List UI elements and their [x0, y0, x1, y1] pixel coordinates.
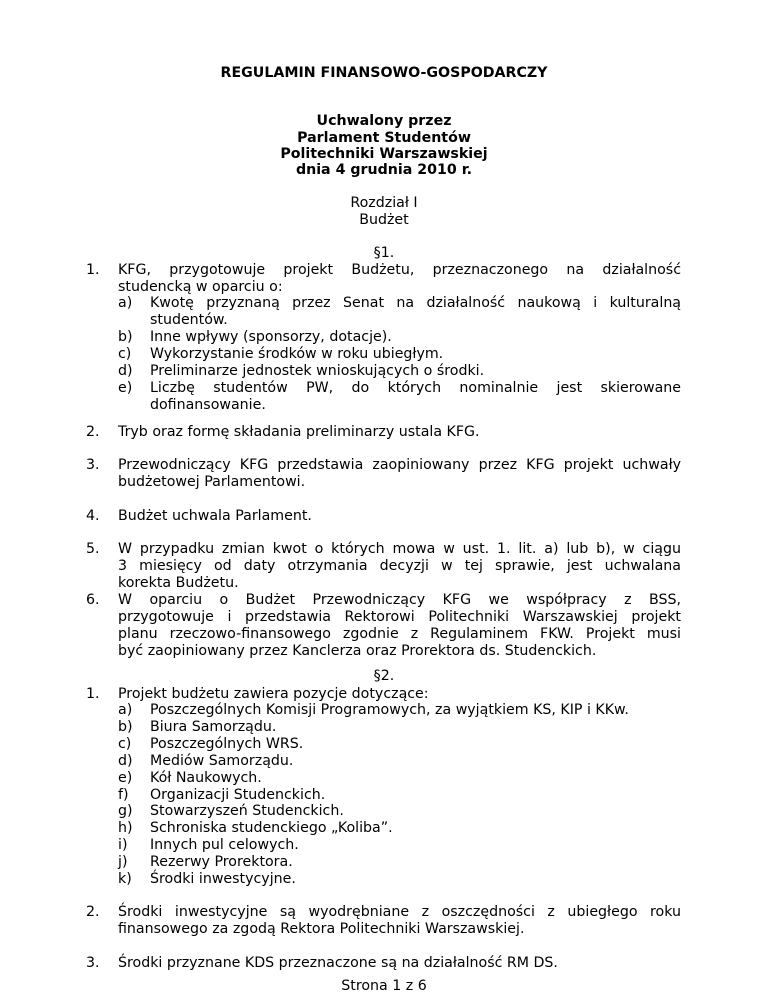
list-label: a)	[118, 295, 133, 311]
list-text: Innych pul celowych.	[150, 837, 299, 853]
s2-p3-number: 3.	[86, 955, 100, 971]
s1-p5-line-3: korekta Budżetu.	[118, 575, 239, 591]
list-label: c)	[118, 346, 132, 362]
s1-p1-line-1: KFG, przygotowuje projekt Budżetu, przeznaczonego na działalność	[118, 262, 681, 278]
s2-p2-line-1: Środki inwestycyjne są wyodrębniane z oszczędności z ubiegłego roku	[118, 904, 681, 920]
list-label: d)	[118, 363, 133, 379]
s1-p1-line-2: studencką w oparciu o:	[118, 279, 283, 295]
adopted-line-2: Parlament Studentów	[297, 130, 471, 146]
s2-p2-number: 2.	[86, 904, 100, 920]
section-1-heading: §1.	[373, 245, 395, 261]
s1-p6-line-4: być zaopiniowany przez Kanclerza oraz Prorektora ds. Studenckich.	[118, 643, 597, 659]
list-label: b)	[118, 329, 133, 345]
list-label: b)	[118, 719, 133, 735]
s1-p1-number: 1.	[86, 262, 100, 278]
list-text: Organizacji Studenckich.	[150, 787, 326, 803]
s1-p6-line-2: przygotowuje i przedstawia Rektorowi Politechniki Warszawskiej projekt	[118, 609, 681, 625]
list-label: e)	[118, 380, 133, 396]
s1-p6-line-3: planu rzeczowo-finansowego zgodnie z Regulaminem FKW. Projekt musi	[118, 626, 681, 642]
chapter-title: Budżet	[359, 212, 409, 228]
s1-p5-line-2: 3 miesięcy od daty otrzymania decyzji w tej sprawie, jest uchwalana	[118, 558, 681, 574]
s1-p6-text	[118, 592, 681, 660]
list-label: a)	[118, 702, 133, 718]
list-text: Poszczególnych WRS.	[150, 736, 304, 752]
adopted-line-4: dnia 4 grudnia 2010 r.	[295, 162, 473, 178]
list-text: Liczbę studentów PW, do których nominalnie jest skierowane	[150, 380, 681, 396]
list-label: e)	[118, 770, 133, 786]
list-label: f)	[118, 787, 129, 803]
list-text-cont: dofinansowanie.	[150, 397, 266, 413]
adopted-line-1: Uchwalony przez	[316, 113, 452, 129]
list-label: i)	[118, 837, 128, 853]
list-text: Inne wpływy (sponsorzy, dotacje).	[150, 329, 392, 345]
list-label: c)	[118, 736, 132, 752]
s1-p3-number: 3.	[86, 457, 100, 473]
s1-p3-line-1: Przewodniczący KFG przedstawia zaopiniowany przez KFG projekt uchwały	[118, 457, 681, 473]
list-text: Biura Samorządu.	[150, 719, 277, 735]
list-item	[118, 295, 681, 329]
list-text: Wykorzystanie środków w roku ubiegłym.	[150, 346, 444, 362]
list-item	[118, 380, 681, 414]
list-label: g)	[118, 803, 133, 819]
list-text: Kwotę przyznaną przez Senat na działalność naukową i kulturalną	[150, 295, 681, 311]
s1-p2-number: 2.	[86, 424, 100, 440]
s1-p5-text	[118, 541, 681, 592]
list-label: k)	[118, 871, 132, 887]
list-text: Środki inwestycyjne.	[150, 871, 296, 887]
list-text-cont: studentów.	[150, 312, 228, 328]
s1-p4-number: 4.	[86, 508, 100, 524]
s1-p1-text	[118, 262, 681, 296]
s1-p6-number: 6.	[86, 592, 100, 608]
section-2-heading: §2.	[373, 668, 395, 684]
s2-p1-text: Projekt budżetu zawiera pozycje dotyczące:	[118, 686, 429, 702]
s1-p6-line-1: W oparciu o Budżet Przewodniczący KFG we współpracy z BSS,	[118, 592, 681, 608]
page-number: Strona 1 z 6	[341, 978, 427, 994]
s1-p5-line-1: W przypadku zmian kwot o których mowa w ust. 1. lit. a) lub b), w ciągu	[118, 541, 681, 557]
s2-p2-line-2: finansowego za zgodą Rektora Politechniki Warszawskiej.	[118, 921, 525, 937]
list-label: h)	[118, 820, 133, 836]
s2-p1-number: 1.	[86, 686, 100, 702]
s1-p4-text: Budżet uchwala Parlament.	[118, 508, 312, 524]
list-text: Poszczególnych Komisji Programowych, za wyjątkiem KS, KIP i KKw.	[150, 702, 629, 718]
list-text: Preliminarze jednostek wnioskujących o środki.	[150, 363, 485, 379]
s1-p3-text	[118, 457, 681, 491]
s2-p2-text	[118, 904, 681, 938]
s1-p3-line-2: budżetowej Parlamentowi.	[118, 474, 306, 490]
list-text: Stowarzyszeń Studenckich.	[150, 803, 344, 819]
list-label: d)	[118, 753, 133, 769]
list-text: Kół Naukowych.	[150, 770, 262, 786]
chapter-number: Rozdział I	[350, 195, 418, 211]
adopted-line-3: Politechniki Warszawskiej	[280, 146, 488, 162]
document-title: REGULAMIN FINANSOWO-GOSPODARCZY	[220, 65, 548, 81]
s1-p2-text: Tryb oraz formę składania preliminarzy ustala KFG.	[118, 424, 480, 440]
list-text: Mediów Samorządu.	[150, 753, 294, 769]
s2-p3-text: Środki przyznane KDS przeznaczone są na działalność RM DS.	[118, 955, 558, 971]
s1-p5-number: 5.	[86, 541, 100, 557]
list-text: Rezerwy Prorektora.	[150, 854, 293, 870]
list-text: Schroniska studenckiego „Koliba”.	[150, 820, 393, 836]
list-label: j)	[118, 854, 128, 870]
